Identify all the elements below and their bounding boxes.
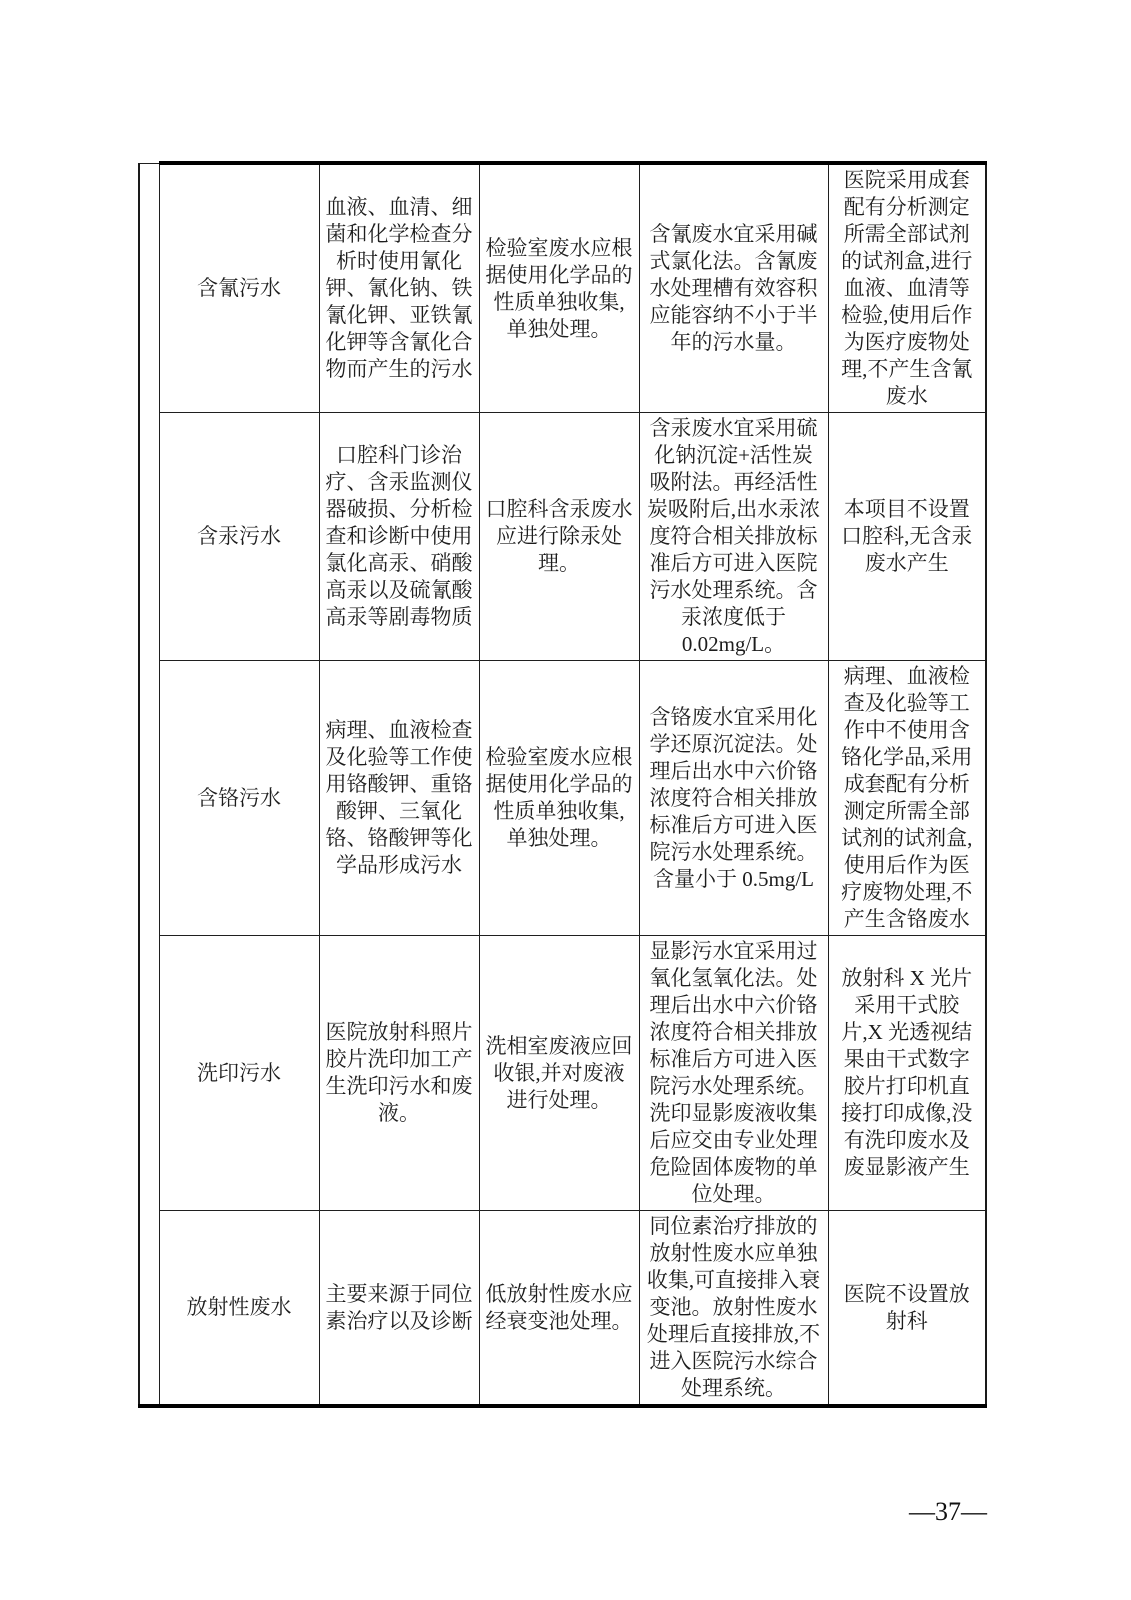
treatment-cell: 含汞废水宜采用硫化钠沉淀+活性炭吸附法。再经活性炭吸附后,出水汞浓度符合相关排放标准后方可进入医院污水处理系统。含汞浓度低于0.02mg/L。 [639,413,828,661]
table-row [139,413,986,661]
source-cell: 病理、血液检查及化验等工作使用铬酸钾、重铬酸钾、三氧化铬、铬酸钾等化学品形成污水 [319,661,479,936]
wastewater-type-cell: 含铬污水 [159,661,319,936]
table-row [139,936,986,1211]
collection-cell: 检验室废水应根据使用化学品的性质单独收集,单独处理。 [479,661,639,936]
page-number: —37— [909,1497,987,1526]
collection-cell: 检验室废水应根据使用化学品的性质单独收集,单独处理。 [479,163,639,413]
collection-cell: 低放射性废水应经衰变池处理。 [479,1211,639,1407]
collection-cell: 洗相室废液应回收银,并对废液进行处理。 [479,936,639,1211]
table-row [139,1211,986,1407]
treatment-cell: 含氰废水宜采用碱式氯化法。含氰废水处理槽有效容积应能容纳不小于半年的污水量。 [639,163,828,413]
left-gutter-cell [139,163,159,1406]
wastewater-type-cell: 含汞污水 [159,413,319,661]
wastewater-table [138,161,987,1408]
project-note-cell: 放射科 X 光片采用干式胶片,X 光透视结果由干式数字胶片打印机直接打印成像,没有洗印废水及废显影液产生 [828,936,986,1211]
treatment-cell: 显影污水宜采用过氧化氢氧化法。处理后出水中六价铬浓度符合相关排放标准后方可进入医院污水处理系统。洗印显影废液收集后应交由专业处理危险固体废物的单位处理。 [639,936,828,1211]
table-row [139,661,986,936]
source-cell: 血液、血清、细菌和化学检查分析时使用氰化钾、氰化钠、铁氰化钾、亚铁氰化钾等含氰化合物而产生的污水 [319,163,479,413]
treatment-cell: 同位素治疗排放的放射性废水应单独收集,可直接排入衰变池。放射性废水处理后直接排放,不进入医院污水综合处理系统。 [639,1211,828,1407]
project-note-cell: 医院采用成套配有分析测定所需全部试剂的试剂盒,进行血液、血清等检验,使用后作为医疗废物处理,不产生含氰废水 [828,163,986,413]
source-cell: 医院放射科照片胶片洗印加工产生洗印污水和废液。 [319,936,479,1211]
source-cell: 口腔科门诊治疗、含汞监测仪器破损、分析检查和诊断中使用氯化高汞、硝酸高汞以及硫氰酸高汞等剧毒物质 [319,413,479,661]
wastewater-type-cell: 含氰污水 [159,163,319,413]
treatment-cell: 含铬废水宜采用化学还原沉淀法。处理后出水中六价铬浓度符合相关排放标准后方可进入医院污水处理系统。含量小于 0.5mg/L [639,661,828,936]
table-row [139,163,986,413]
project-note-cell: 病理、血液检查及化验等工作中不使用含铬化学品,采用成套配有分析测定所需全部试剂的试剂盒,使用后作为医疗废物处理,不产生含铬废水 [828,661,986,936]
collection-cell: 口腔科含汞废水应进行除汞处理。 [479,413,639,661]
wastewater-type-cell: 洗印污水 [159,936,319,1211]
source-cell: 主要来源于同位素治疗以及诊断 [319,1211,479,1407]
project-note-cell: 本项目不设置口腔科,无含汞废水产生 [828,413,986,661]
wastewater-type-cell: 放射性废水 [159,1211,319,1407]
project-note-cell: 医院不设置放射科 [828,1211,986,1407]
